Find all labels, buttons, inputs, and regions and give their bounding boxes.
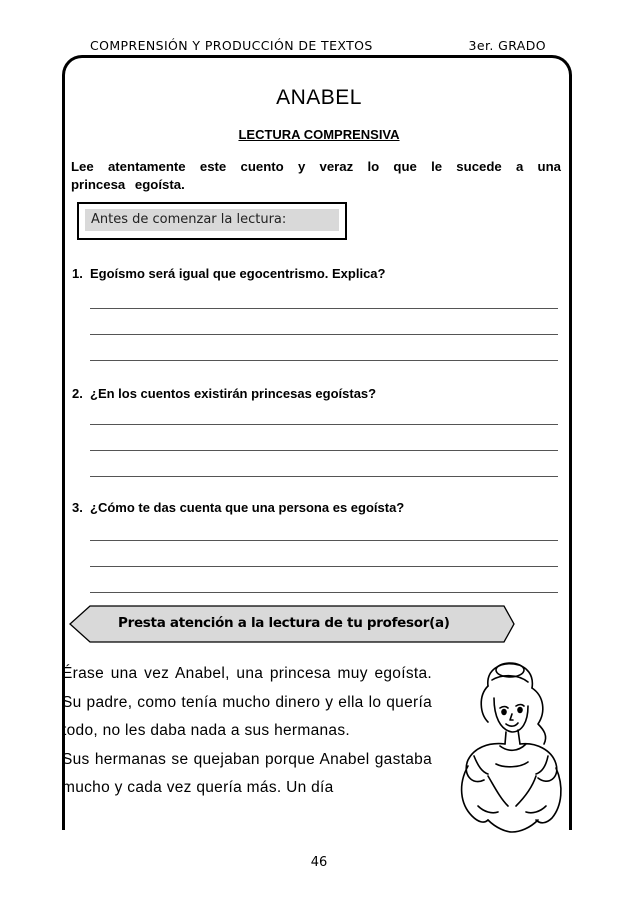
answer-line[interactable] — [90, 334, 558, 335]
answer-line[interactable] — [90, 424, 558, 425]
before-reading-label: Antes de comenzar la lectura: — [85, 209, 339, 231]
header-grade: 3er. GRADO — [468, 38, 546, 53]
answer-line[interactable] — [90, 592, 558, 593]
page-number: 46 — [310, 855, 328, 870]
page-header — [90, 38, 546, 53]
reading-banner — [68, 604, 516, 644]
page-title: ANABEL — [276, 86, 362, 109]
question-3 — [72, 500, 404, 515]
story-paragraph: Sus hermanas se quejaban porque Anabel gastaba mucho y cada vez quería más. Un día — [62, 750, 432, 796]
story-paragraph: Érase una vez Anabel, una princesa muy egoísta. Su padre, como tenía mucho dinero y ella lo quería todo, no les daba nada a sus hermanas. — [62, 665, 432, 739]
question-text: Egoísmo será igual que egocentrismo. Explica? — [90, 266, 386, 281]
answer-line[interactable] — [90, 566, 558, 567]
answer-line[interactable] — [90, 476, 558, 477]
header-course: COMPRENSIÓN Y PRODUCCIÓN DE TEXTOS — [90, 38, 373, 53]
question-1 — [72, 266, 385, 281]
answer-line[interactable] — [90, 360, 558, 361]
section-subtitle: LECTURA COMPRENSIVA — [238, 127, 400, 142]
answer-line[interactable] — [90, 308, 558, 309]
banner-label: Presta atención a la lectura de tu profesor(a) — [118, 615, 450, 631]
question-number: 1. — [72, 266, 83, 281]
instructions: Lee atentamente este cuento y veraz lo que le sucede a una princesa egoísta. — [71, 159, 561, 192]
question-text: ¿En los cuentos existirán princesas egoístas? — [90, 386, 377, 401]
question-text: ¿Cómo te das cuenta que una persona es egoísta? — [90, 500, 405, 515]
answer-line[interactable] — [90, 540, 558, 541]
before-reading-box — [77, 202, 347, 240]
story-text — [62, 660, 432, 803]
question-number: 3. — [72, 500, 83, 515]
question-2 — [72, 386, 376, 401]
princess-illustration — [448, 656, 568, 834]
answer-line[interactable] — [90, 450, 558, 451]
question-number: 2. — [72, 386, 83, 401]
